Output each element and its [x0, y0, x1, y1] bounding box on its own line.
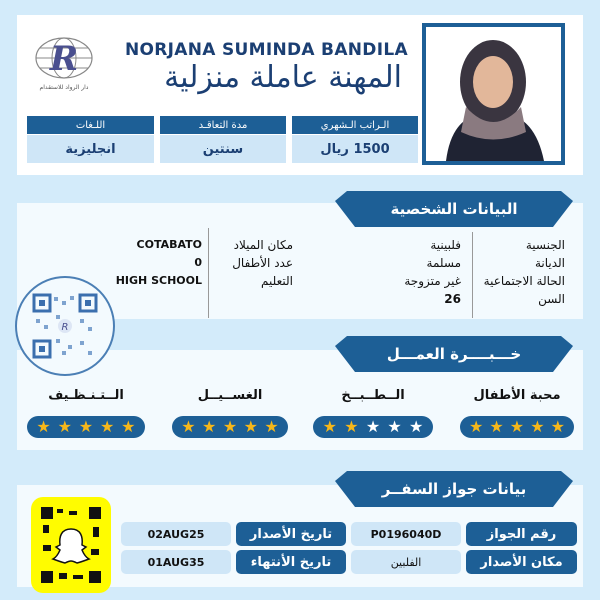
star-filled-icon: ★: [264, 417, 279, 436]
issue-date-label: تاريخ الأصدار: [236, 522, 346, 546]
profession-title: المهنة عاملة منزلية: [164, 60, 402, 95]
skill-cleaning-rating: [27, 416, 145, 438]
star-empty-icon: ★: [365, 417, 381, 436]
contract-label: مدة التعاقـد: [160, 116, 286, 134]
qr-code-icon: [32, 293, 98, 359]
skill-childcare-rating: [460, 416, 574, 438]
star-filled-icon: ★: [509, 417, 525, 436]
star-filled-icon: ★: [489, 417, 504, 436]
education-label: التعليم: [261, 274, 293, 288]
languages-label: اللـغات: [27, 116, 154, 134]
svg-text:R: R: [49, 39, 79, 79]
contract-value: سنتين: [160, 135, 286, 163]
age-value: 26: [444, 292, 461, 306]
issue-place-value: الفلبين: [351, 550, 461, 574]
skill-cooking-rating: [313, 416, 433, 438]
globe-logo-icon: [32, 36, 96, 80]
qr-code[interactable]: [15, 276, 115, 376]
languages-value: انجليزية: [27, 135, 154, 163]
star-filled-icon: ★: [469, 417, 484, 436]
star-filled-icon: ★: [99, 417, 115, 436]
divider: [472, 232, 473, 318]
religion-value: مسلمة: [426, 256, 461, 270]
nationality-value: فلبينية: [430, 238, 461, 252]
star-filled-icon: ★: [36, 417, 51, 436]
skill-cooking-label: الــطــبــخ: [341, 388, 405, 403]
star-filled-icon: ★: [121, 417, 136, 436]
left-labels: [232, 236, 293, 290]
left-values: [116, 236, 202, 290]
logo-text: دار الرواد للاستقدام: [39, 84, 89, 91]
star-filled-icon: ★: [550, 417, 565, 436]
religion-label: الديانة: [534, 256, 565, 270]
skill-childcare-label: محبة الأطفال: [473, 388, 561, 403]
passport-title: بيانات جواز السفــر: [381, 480, 527, 498]
company-logo: [28, 36, 100, 98]
marital-value: غير متزوجة: [404, 274, 461, 288]
passport-banner: [335, 471, 573, 507]
star-empty-icon: ★: [387, 417, 402, 436]
personal-title: البيانات الشخصية: [390, 200, 518, 218]
children-value: 0: [194, 256, 202, 269]
birthplace-label: مكان الميلاد: [233, 238, 293, 252]
right-labels: [484, 236, 565, 308]
star-filled-icon: ★: [344, 417, 359, 436]
skill-washing-label: الغســيــل: [197, 388, 263, 403]
person-photo-icon: [426, 27, 561, 161]
star-filled-icon: ★: [202, 417, 217, 436]
education-value: HIGH SCHOOL: [115, 274, 202, 287]
svg-text:R: R: [61, 322, 69, 333]
star-filled-icon: ★: [57, 417, 72, 436]
children-label: عدد الأطفال: [232, 256, 293, 270]
star-filled-icon: ★: [78, 417, 94, 436]
issue-date-value: 02AUG25: [121, 522, 231, 546]
nationality-label: الجنسية: [525, 238, 565, 252]
birthplace-value: COTABATO: [136, 238, 202, 251]
star-filled-icon: ★: [322, 417, 337, 436]
experience-banner: [335, 336, 573, 372]
passport-number-value: P0196040D: [351, 522, 461, 546]
personal-banner: [335, 191, 573, 227]
star-filled-icon: ★: [181, 417, 196, 436]
age-label: السن: [538, 292, 565, 306]
snapchat-ghost-icon: [39, 505, 103, 585]
star-filled-icon: ★: [222, 417, 238, 436]
star-filled-icon: ★: [530, 417, 545, 436]
star-empty-icon: ★: [409, 417, 424, 436]
star-filled-icon: ★: [243, 417, 258, 436]
passport-number-label: رقم الجواز: [466, 522, 577, 546]
right-values: [404, 236, 461, 308]
issue-place-label: مكان الأصدار: [466, 550, 577, 574]
expiry-date-value: 01AUG35: [121, 550, 231, 574]
salary-value: 1500 ريال: [292, 135, 418, 163]
worker-name: NORJANA SUMINDA BANDILA: [125, 40, 408, 60]
skill-washing-rating: [172, 416, 288, 438]
marital-label: الحالة الاجتماعية: [483, 274, 565, 288]
snapchat-code[interactable]: [31, 497, 111, 593]
skill-cleaning-label: الــتـنـظـيف: [48, 388, 124, 403]
experience-title: خـــبــــرة العمـــل: [386, 345, 522, 363]
expiry-date-label: تاريخ الأنتهاء: [236, 550, 346, 574]
worker-photo: [422, 23, 565, 165]
salary-label: الـراتب الـشهري: [292, 116, 418, 134]
divider: [208, 228, 209, 318]
